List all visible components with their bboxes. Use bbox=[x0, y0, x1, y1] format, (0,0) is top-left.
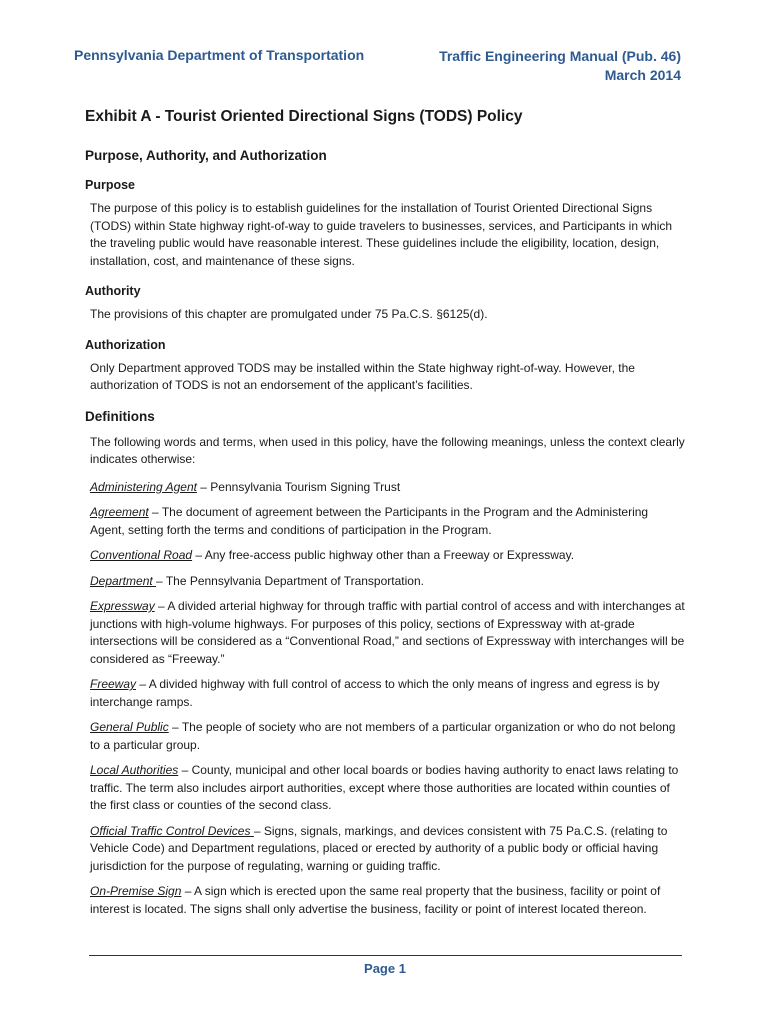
definition-item bbox=[90, 762, 685, 815]
document-title: Exhibit A - Tourist Oriented Directional Signs (TODS) Policy bbox=[85, 108, 523, 125]
header-publication bbox=[439, 47, 681, 85]
header-date: March 2014 bbox=[604, 67, 681, 83]
definition-text: – A divided arterial highway for through traffic with partial control of access and with interchanges at junctions with high-volume highways. For purposes of this policy, sections of Expressway with at-grade intersections will be considered as a “Conventional Road,” and sections of Expressway with interchanges will be considered as “Freeway.” bbox=[90, 599, 685, 666]
definition-item bbox=[90, 883, 685, 918]
subheading-authorization: Authorization bbox=[85, 337, 166, 352]
document-body bbox=[85, 108, 685, 926]
definition-text: – A sign which is erected upon the same real property that the business, facility or point of interest is located. The signs shall only advertise the business, facility or point of interest located thereon. bbox=[90, 884, 661, 916]
page-number: Page 1 bbox=[364, 961, 406, 976]
definition-item bbox=[90, 823, 685, 876]
definition-item bbox=[90, 719, 685, 754]
purpose-paragraph: The purpose of this policy is to establish guidelines for the installation of Tourist Oriented Directional Signs (TODS) within State highway right-of-way to guide travelers to businesses, services, and Participants in which the traveling public would have reasonable interest. These guidelines include the eligibility, location, design, installation, cost, and maintenance of these signs. bbox=[90, 201, 673, 268]
footer-divider bbox=[89, 955, 682, 956]
definition-term: Conventional Road bbox=[90, 548, 193, 562]
definition-item bbox=[90, 547, 685, 565]
definition-text: – The Pennsylvania Department of Transportation. bbox=[156, 573, 424, 588]
authorization-paragraph: Only Department approved TODS may be installed within the State highway right-of-way. However, the authorization of TODS is not an endorsement of the applicant’s facilities. bbox=[90, 360, 635, 392]
section-heading-definitions: Definitions bbox=[85, 408, 155, 424]
definition-text: – Signs, signals, markings, and devices consistent with 75 Pa.C.S. (relating to Vehicle Code) and Department regulations, placed or erected by authority of a public body or official having jurisdiction for the purpose of regulating, warning or guiding traffic. bbox=[90, 823, 668, 873]
definition-item bbox=[90, 598, 685, 668]
definition-term: Freeway bbox=[90, 677, 137, 691]
definition-text: – The document of agreement between the Participants in the Program and the Administering Agent, setting forth the terms and conditions of participation in the Program. bbox=[90, 505, 649, 537]
definition-item bbox=[90, 504, 685, 539]
definition-text: – County, municipal and other local boards or bodies having authority to enact laws relating to traffic. The term also includes airport authorities, except where those authorities are located within counties of the first class or counties of the second class. bbox=[90, 763, 679, 812]
authority-paragraph: The provisions of this chapter are promulgated under 75 Pa.C.S. §6125(d). bbox=[90, 307, 488, 321]
definitions-intro: The following words and terms, when used in this policy, have the following meanings, unless the context clearly indicates otherwise: bbox=[90, 434, 685, 466]
definition-term: Expressway bbox=[90, 599, 155, 613]
definition-text: – Any free-access public highway other than a Freeway or Expressway. bbox=[192, 548, 575, 562]
header-manual-title: Traffic Engineering Manual (Pub. 46) bbox=[439, 48, 681, 64]
definition-term: Official Traffic Control Devices bbox=[90, 823, 254, 838]
definition-text: – Pennsylvania Tourism Signing Trust bbox=[196, 479, 401, 494]
subheading-purpose: Purpose bbox=[85, 178, 136, 192]
definition-text: – The people of society who are not members of a particular organization or who do not belong to a particular group. bbox=[90, 720, 676, 752]
header-agency: Pennsylvania Department of Transportation bbox=[74, 47, 365, 63]
definition-term: Administering Agent bbox=[90, 479, 197, 494]
definition-text: – A divided highway with full control of access to which the only means of ingress and egress is by interchange ramps. bbox=[90, 677, 660, 709]
definition-term: Agreement bbox=[90, 505, 149, 519]
definition-item bbox=[90, 479, 685, 497]
definition-term: Local Authorities bbox=[90, 763, 179, 777]
definition-term: Department bbox=[90, 573, 157, 588]
definition-term: On-Premise Sign bbox=[90, 884, 182, 898]
definition-term: General Public bbox=[90, 720, 169, 734]
subheading-authority: Authority bbox=[85, 284, 141, 298]
section-heading-purpose-authority: Purpose, Authority, and Authorization bbox=[85, 148, 327, 163]
definition-item bbox=[90, 573, 685, 591]
definition-item bbox=[90, 676, 685, 711]
